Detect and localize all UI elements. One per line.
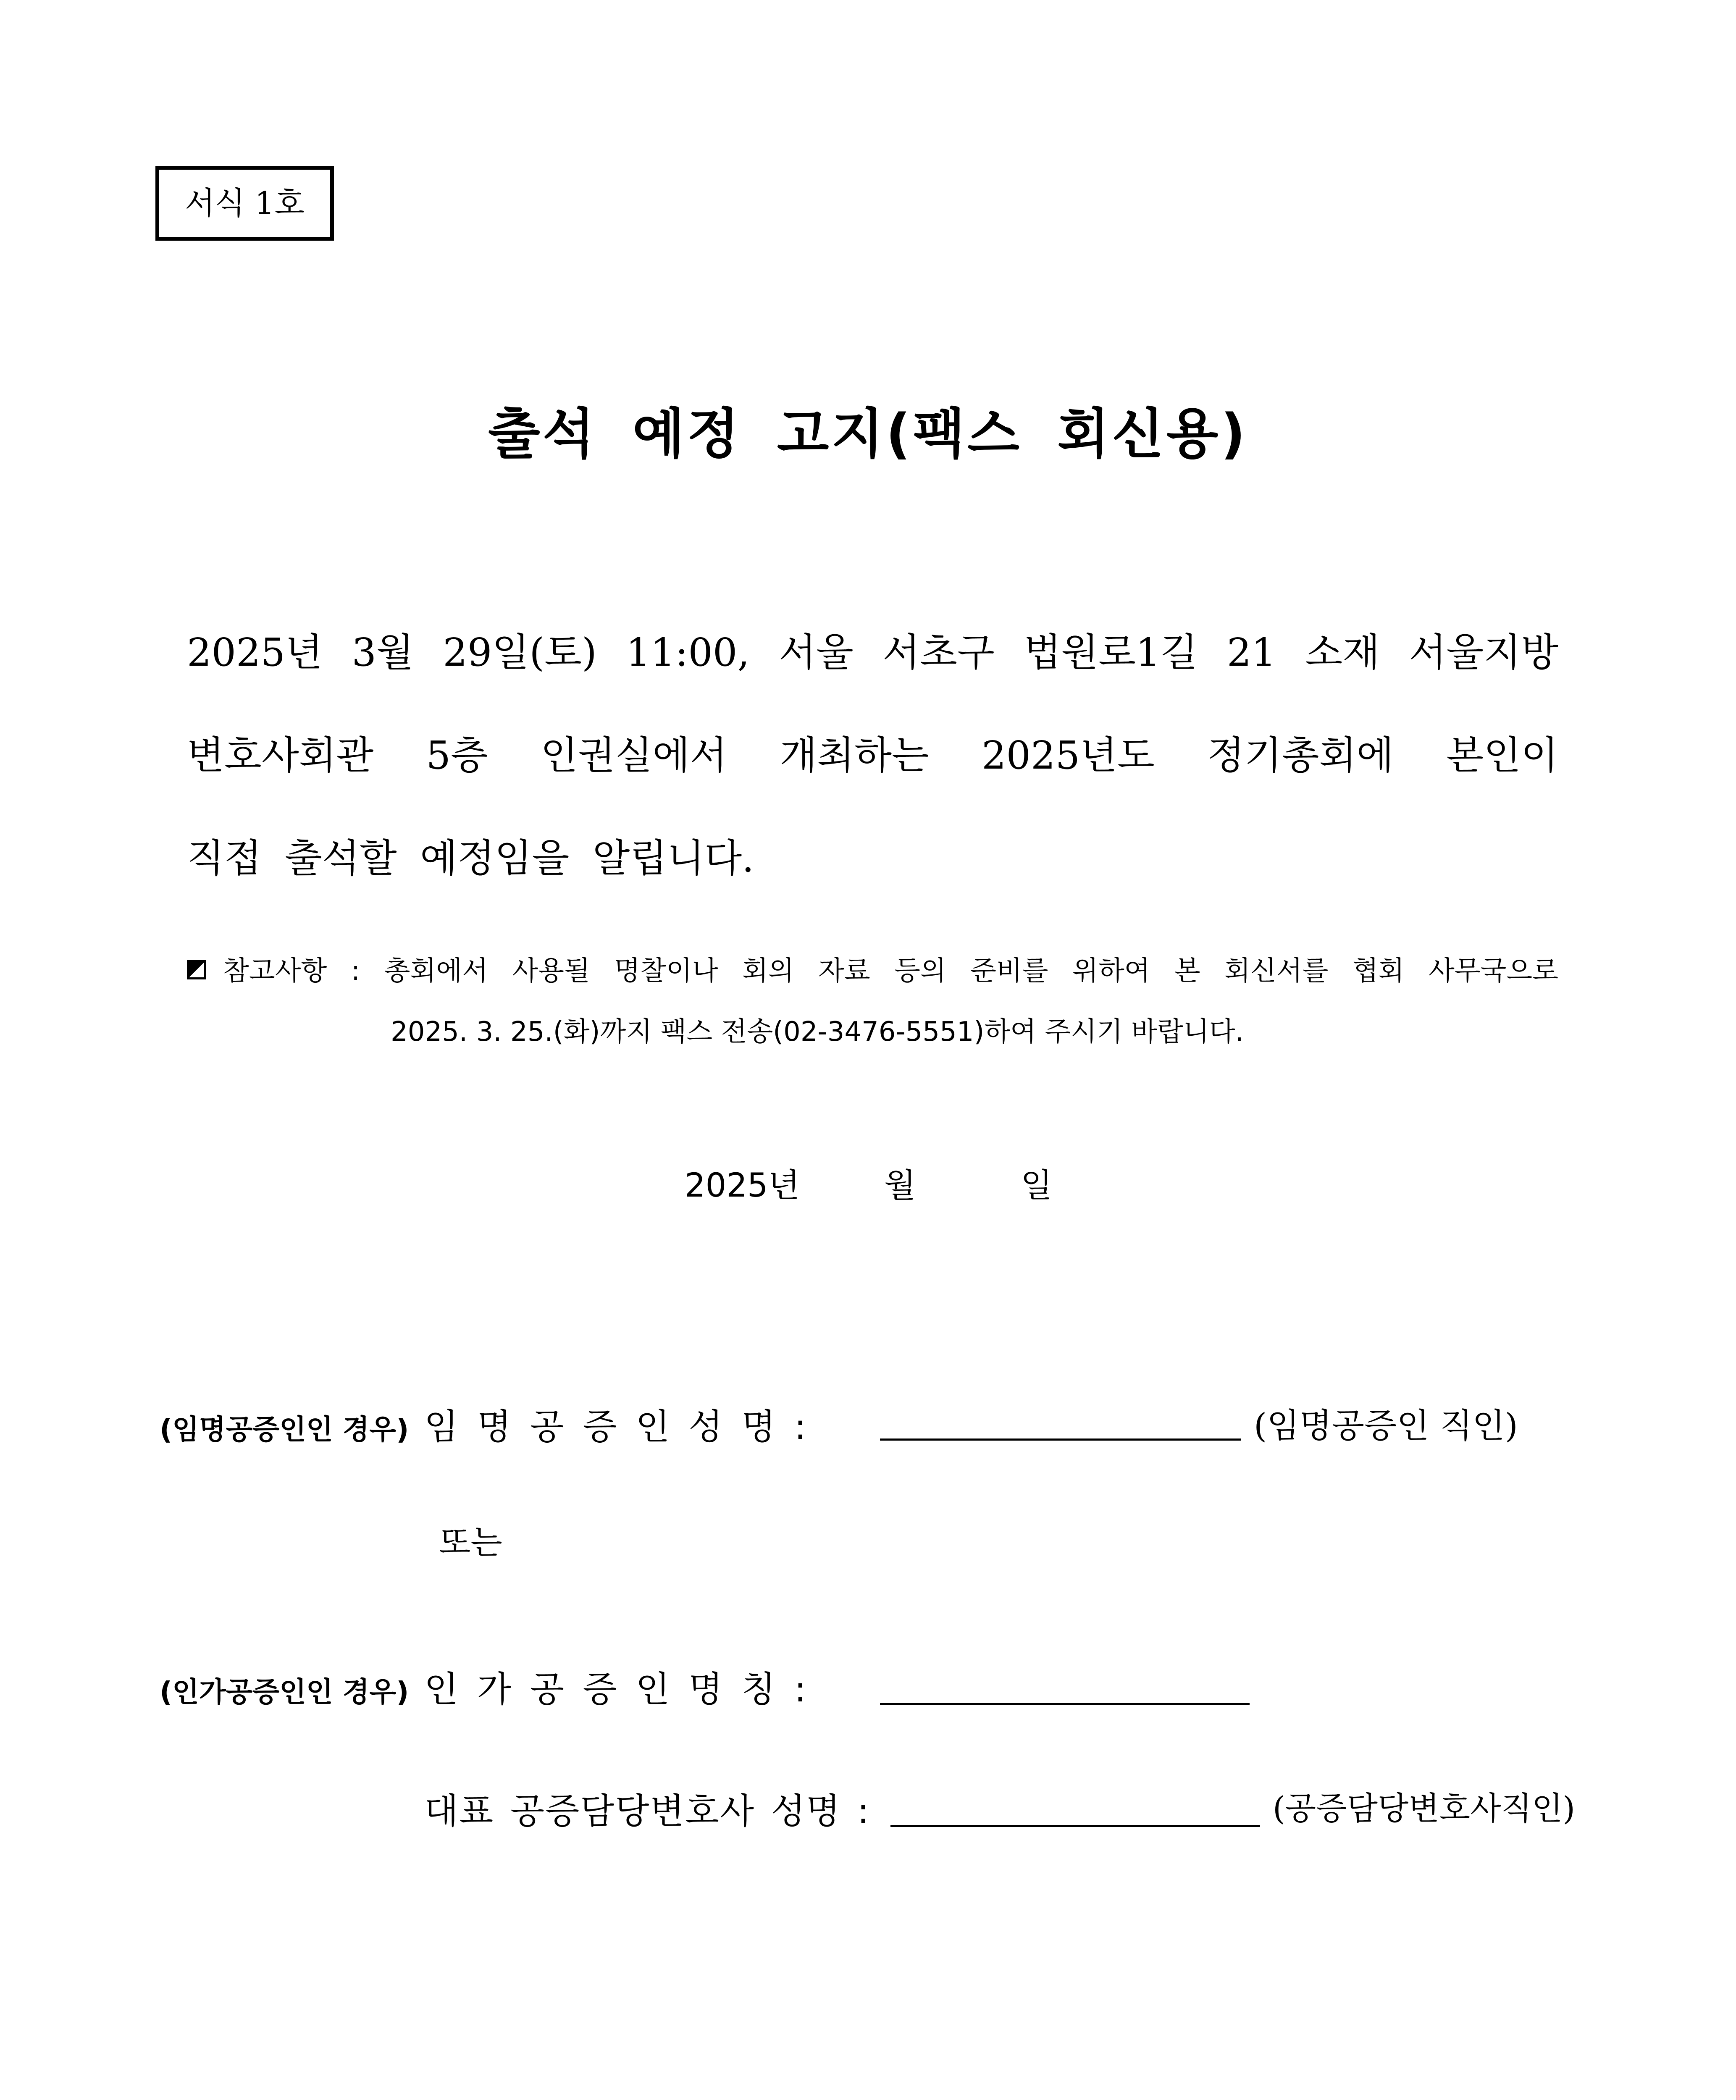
body-line-1: 2025년 3월 29일(토) 11:00, 서울 서초구 법원로1길 21 소재 서울지방 [187, 630, 1558, 675]
or-text: 또는 [439, 1524, 502, 1562]
body-line-3: 직접 출석할 예정임을 알립니다. [187, 836, 754, 881]
note-line-1 [187, 949, 1558, 988]
form-number: 서식 1호 [184, 185, 305, 221]
appointed-notary-name-field[interactable] [880, 1438, 1241, 1441]
representative-label: 대표 공증담당변호사 성명 : [424, 1790, 870, 1832]
form-number-box [155, 166, 334, 241]
date-month: 월 [884, 1167, 916, 1205]
date-day: 일 [1021, 1167, 1053, 1205]
authorized-notary-label: 인 가 공 증 인 명 칭 : [424, 1669, 807, 1710]
appointed-notary-seal: (임명공증인 직인) [1254, 1406, 1518, 1445]
note-text-1: 참고사항 : 총회에서 사용될 명찰이나 회의 자료 등의 준비를 위하여 본 회신서를 협회 사무국으로 [223, 956, 1558, 987]
appointed-notary-label: 임 명 공 증 인 성 명 : [424, 1406, 807, 1447]
appointed-notary-tag: (임명공증인인 경우) [160, 1413, 409, 1446]
representative-seal: (공증담당변호사직인) [1273, 1790, 1576, 1827]
authorized-notary-name-field[interactable] [880, 1703, 1250, 1705]
body-line-2: 변호사회관 5층 인권실에서 개최하는 2025년도 정기총회에 본인이 [187, 733, 1558, 778]
authorized-notary-tag: (인가공증인인 경우) [160, 1676, 409, 1708]
note-bullet-icon [187, 960, 206, 979]
date-year: 2025년 [685, 1167, 800, 1205]
representative-name-field[interactable] [890, 1825, 1260, 1827]
document-title: 출석 예정 고지(팩스 회신용) [488, 403, 1248, 465]
note-line-2: 2025. 3. 25.(화)까지 팩스 전송(02-3476-5551)하여 주시기 바랍니다. [391, 1016, 1244, 1047]
